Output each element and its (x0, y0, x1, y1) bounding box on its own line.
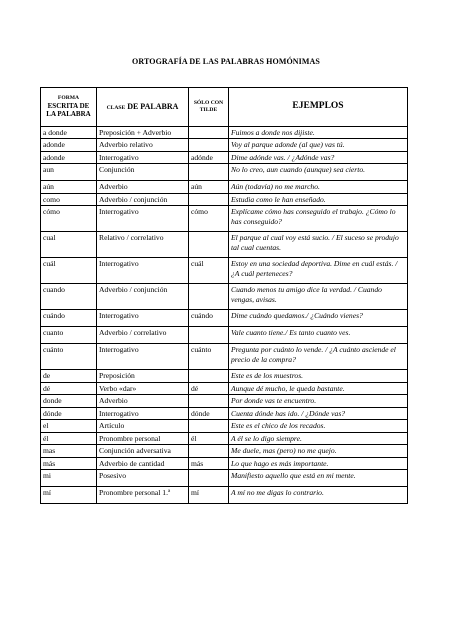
example-cell: Fuimos a donde nos dijiste. (229, 127, 408, 139)
word-cell: cuanto (41, 327, 97, 344)
table-row (41, 193, 408, 205)
example-cell: Cuenta dónde has ido. / ¿Dónde vas? (229, 407, 408, 419)
example-cell: Manifiesto aquello que está en mi mente. (229, 470, 408, 487)
table-row (41, 181, 408, 193)
example-cell: Me duele, mas (pero) no me quejo. (229, 445, 408, 457)
table-row (41, 139, 408, 151)
tilde-cell (189, 327, 229, 344)
example-cell: Estudia como le han enseñado. (229, 193, 408, 205)
table-row (41, 164, 408, 181)
tilde-cell: cuándo (189, 310, 229, 327)
example-cell: A mí no me digas lo contrario. (229, 487, 408, 504)
class-cell: Conjunción adversativa (97, 445, 189, 457)
word-cell: él (41, 432, 97, 444)
table-row (41, 258, 408, 284)
class-cell: Preposición + Adverbio (97, 127, 189, 139)
tilde-cell (189, 164, 229, 181)
class-cell: Interrogativo (97, 344, 189, 370)
word-cell: cómo (41, 206, 97, 232)
class-cell: Relativo / correlativo (97, 232, 189, 258)
word-cell: el (41, 420, 97, 432)
table-row (41, 407, 408, 419)
example-cell: Este es de los muestros. (229, 370, 408, 382)
class-cell: Adverbio / correlativo (97, 327, 189, 344)
tilde-cell (189, 470, 229, 487)
example-cell: Aunque dé mucho, le queda bastante. (229, 382, 408, 394)
table-row (41, 310, 408, 327)
tilde-cell: más (189, 457, 229, 469)
word-cell: aun (41, 164, 97, 181)
example-cell: Por donde vas te encuentro. (229, 395, 408, 407)
word-cell: más (41, 457, 97, 469)
class-cell: Adverbio (97, 395, 189, 407)
class-cell: Posesivo (97, 470, 189, 487)
class-cell: Pronombre personal 1.ª (97, 487, 189, 504)
table-row (41, 420, 408, 432)
table-row (41, 284, 408, 310)
tilde-cell (189, 395, 229, 407)
tilde-cell: él (189, 432, 229, 444)
table-row (41, 232, 408, 258)
example-cell: Aún (todavía) no me marcho. (229, 181, 408, 193)
table-row (41, 127, 408, 139)
word-cell: cuánto (41, 344, 97, 370)
header-ejemplos: EJEMPLOS (229, 88, 408, 127)
class-cell: Preposición (97, 370, 189, 382)
table-header-row (41, 88, 408, 127)
class-cell: Interrogativo (97, 206, 189, 232)
word-cell: dónde (41, 407, 97, 419)
document-title: ORTOGRAFÍA DE LAS PALABRAS HOMÓNIMAS (132, 57, 320, 66)
word-cell: dé (41, 382, 97, 394)
table-row (41, 445, 408, 457)
class-cell: Pronombre personal (97, 432, 189, 444)
example-cell: Voy al parque adonde (al que) vas tú. (229, 139, 408, 151)
table-row (41, 470, 408, 487)
tilde-cell (189, 370, 229, 382)
example-cell: Dime adónde vas. / ¿Adónde vas? (229, 151, 408, 163)
tilde-cell: aún (189, 181, 229, 193)
word-cell: cuándo (41, 310, 97, 327)
word-cell: mí (41, 487, 97, 504)
example-cell: Este es el chico de los recados. (229, 420, 408, 432)
word-cell: a donde (41, 127, 97, 139)
class-cell: Adverbio relativo (97, 139, 189, 151)
header-clase: CLASE DE PALABRA (97, 88, 189, 127)
example-cell: Vale cuanto tiene./ Es tanto cuanto ves. (229, 327, 408, 344)
class-cell: Interrogativo (97, 258, 189, 284)
example-cell: A él se lo digo siempre. (229, 432, 408, 444)
example-cell: Cuando menos tu amigo dice la verdad. / Cuando vengas, avisas. (229, 284, 408, 310)
table-row (41, 327, 408, 344)
table-row (41, 151, 408, 163)
example-cell: Pregunta por cuánto lo vende. / ¿A cuánto asciende el precio de la compra? (229, 344, 408, 370)
word-cell: adonde (41, 151, 97, 163)
word-cell: mas (41, 445, 97, 457)
tilde-cell (189, 139, 229, 151)
tilde-cell (189, 284, 229, 310)
class-cell: Verbo «dar» (97, 382, 189, 394)
tilde-cell (189, 193, 229, 205)
table-row (41, 382, 408, 394)
tilde-cell: cómo (189, 206, 229, 232)
class-cell: Artículo (97, 420, 189, 432)
class-cell: Adverbio / conjunción (97, 284, 189, 310)
word-cell: como (41, 193, 97, 205)
table-row (41, 395, 408, 407)
tilde-cell: cuál (189, 258, 229, 284)
class-cell: Adverbio de cantidad (97, 457, 189, 469)
tilde-cell: cuánto (189, 344, 229, 370)
tilde-cell (189, 127, 229, 139)
example-cell: Lo que hago es más importante. (229, 457, 408, 469)
table-row (41, 432, 408, 444)
tilde-cell: mí (189, 487, 229, 504)
word-cell: cuál (41, 258, 97, 284)
class-cell: Interrogativo (97, 407, 189, 419)
header-solo-con-tilde: SÓLO CON TILDE (189, 88, 229, 127)
homonyms-table (40, 87, 408, 504)
class-cell: Adverbio / conjunción (97, 193, 189, 205)
class-cell: Interrogativo (97, 310, 189, 327)
header-forma: FORMA ESCRITA DE LA PALABRA (41, 88, 97, 127)
word-cell: adonde (41, 139, 97, 151)
table-row (41, 206, 408, 232)
word-cell: mi (41, 470, 97, 487)
example-cell: Estoy en una sociedad deportiva. Dime en cuál estás. / ¿A cuál perteneces? (229, 258, 408, 284)
word-cell: cual (41, 232, 97, 258)
tilde-cell: dé (189, 382, 229, 394)
tilde-cell (189, 232, 229, 258)
table-row (41, 487, 408, 504)
word-cell: aún (41, 181, 97, 193)
tilde-cell (189, 445, 229, 457)
example-cell: El parque al cual voy está sucio. / El suceso se produjo tal cual cuentas. (229, 232, 408, 258)
example-cell: No lo creo, aun cuando (aunque) sea cierto. (229, 164, 408, 181)
tilde-cell: adónde (189, 151, 229, 163)
tilde-cell (189, 420, 229, 432)
table-row (41, 370, 408, 382)
word-cell: donde (41, 395, 97, 407)
word-cell: de (41, 370, 97, 382)
table-row (41, 457, 408, 469)
table-row (41, 344, 408, 370)
class-cell: Adverbio (97, 181, 189, 193)
class-cell: Conjunción (97, 164, 189, 181)
example-cell: Dime cuándo quedamos./ ¿Cuándo vienes? (229, 310, 408, 327)
word-cell: cuando (41, 284, 97, 310)
class-cell: Interrogativo (97, 151, 189, 163)
example-cell: Explícame cómo has conseguido el trabajo. ¿Cómo lo has conseguido? (229, 206, 408, 232)
tilde-cell: dónde (189, 407, 229, 419)
